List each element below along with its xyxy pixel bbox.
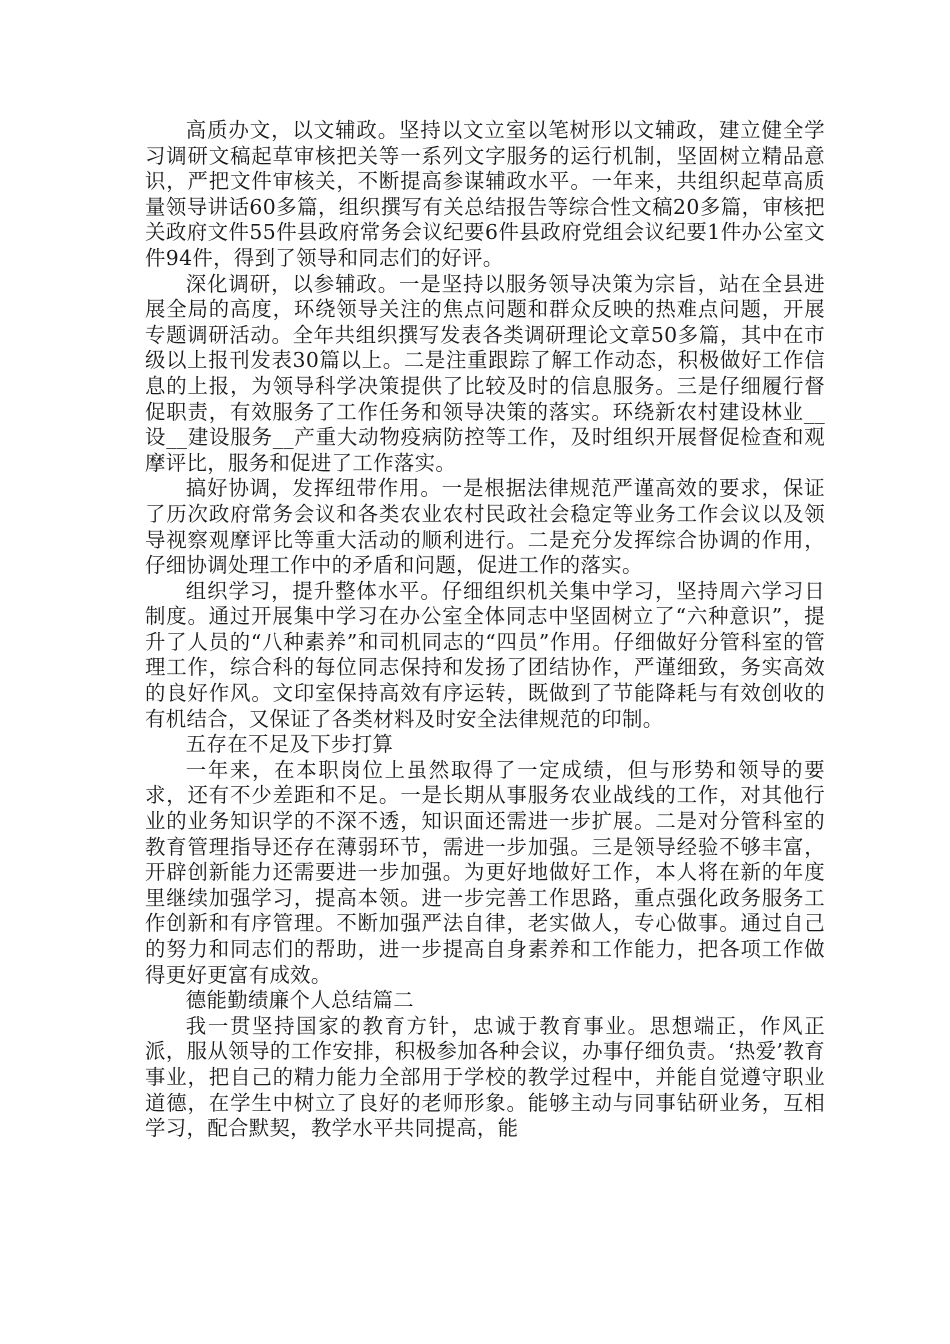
paragraph-coordination: 搞好协调，发挥纽带作用。一是根据法律规范严谨高效的要求，保证了历次政府常务会议和各类农业农村民政社会稳定等业务工作会议以及领导视察观摩评比等重大活动的顺利进行。二是充分发挥综合协调的作用，仔细协调处理工作中的矛盾和问题，促进工作的落实。: [145, 476, 825, 578]
paragraph-shortcomings: 一年来，在本职岗位上虽然取得了一定成绩，但与形势和领导的要求，还有不少差距和不足。一是长期从事服务农业战线的工作，对其他行业的业务知识学的不深不透，知识面还需进一步扩展。二是对分管科室的教育管理指导还存在薄弱环节，需进一步加强。三是领导经验不够丰富，开辟创新能力还需要进一步加强。为更好地做好工作，本人将在新的年度里继续加强学习，提高本领。进一步完善工作思路，重点强化政务服务工作创新和有序管理。不断加强严法自律，老实做人，专心做事。通过自己的努力和同志们的帮助，进一步提高自身素养和工作能力，把各项工作做得更好更富有成效。: [145, 757, 825, 987]
section-heading-shortcomings: 五存在不足及下步打算: [185, 732, 394, 757]
paragraph-writing-service: 高质办文，以文辅政。坚持以文立室以笔树形以文辅政，建立健全学习调研文稿起草审核把关等一系列文字服务的运行机制，坚固树立精品意识，严把文件审核关，不断提高参谋辅政水平。一年来，共组织起草高质量领导讲话60多篇，组织撰写有关总结报告等综合性文稿20多篇，审核把关政府文件55件县政府常务会议纪要6件县政府党组会议纪要1件办公室文件94件，得到了领导和同志们的好评。: [145, 118, 825, 270]
section-heading-part-two: 德能勤绩廉个人总结篇二: [185, 988, 414, 1013]
paragraph-education: 我一贯坚持国家的教育方针，忠诚于教育事业。思想端正，作风正派，服从领导的工作安排，积极参加各种会议，办事仔细负责。‘热爱’教育事业，把自己的精力能力全部用于学校的教学过程中，并能自觉遵守职业道德，在学生中树立了良好的老师形象。能够主动与同事钻研业务，互相学习，配合默契，教学水平共同提高，能: [145, 1013, 825, 1141]
paragraph-study: 组织学习，提升整体水平。仔细组织机关集中学习，坚持周六学习日制度。通过开展集中学习在办公室全体同志中坚固树立了“六种意识”，提升了人员的“八种素养”和司机同志的“四员”作用。仔细做好分管科室的管理工作，综合科的每位同志保持和发扬了团结协作，严谨细致，务实高效的良好作风。文印室保持高效有序运转，既做到了节能降耗与有效创收的有机结合，又保证了各类材料及时安全法律规范的印制。: [145, 578, 825, 731]
paragraph-research: 深化调研，以参辅政。一是坚持以服务领导决策为宗旨，站在全县进展全局的高度，环绕领导关注的焦点问题和群众反映的热难点问题，开展专题调研活动。全年共组织撰写发表各类调研理论文章50多篇，其中在市级以上报刊发表30篇以上。二是注重跟踪了解工作动态，积极做好工作信息的上报，为领导科学决策提供了比较及时的信息服务。三是仔细履行督促职责，有效服务了工作任务和领导决策的落实。环绕新农村建设林业__设__建设服务__产重大动物疫病防控等工作，及时组织开展督促检查和观摩评比，服务和促进了工作落实。: [145, 271, 825, 475]
document-body: [145, 118, 825, 1142]
